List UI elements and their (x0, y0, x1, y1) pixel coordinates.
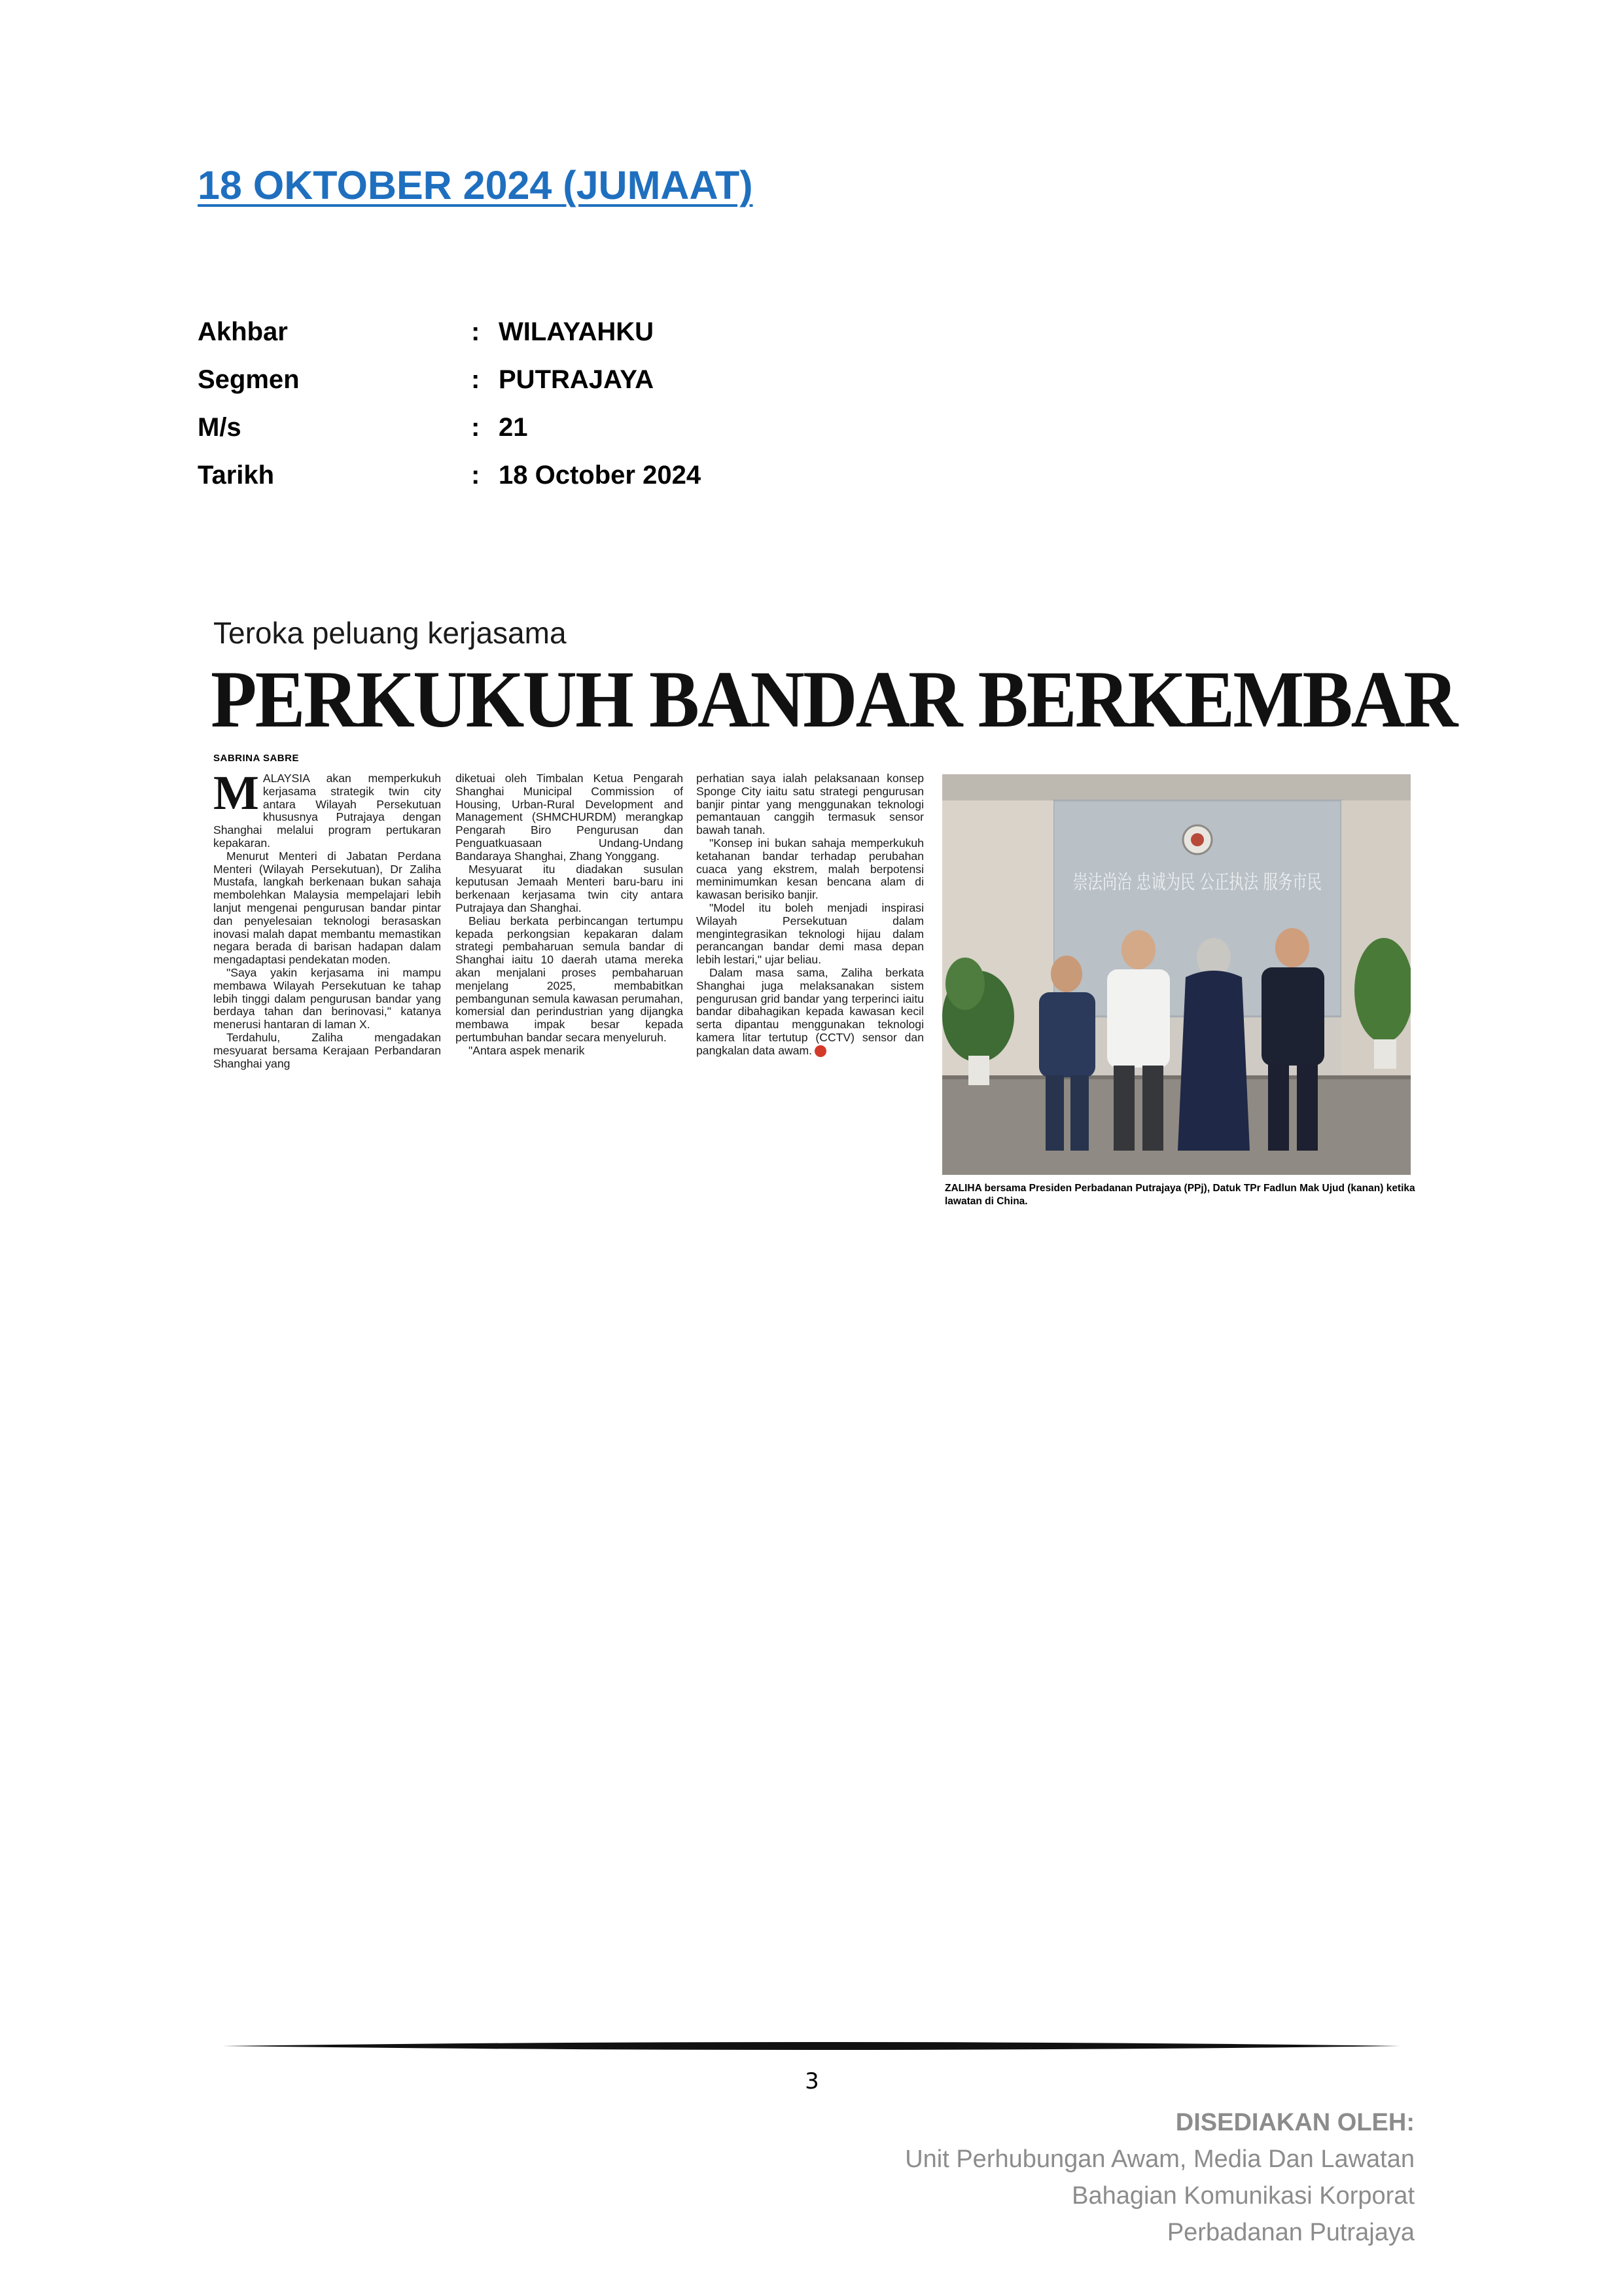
photo-caption: ZALIHA bersama Presiden Perbadanan Putrajaya (PPj), Datuk TPr Fadlun Mak Ujud (kanan) ketika lawatan di China. (945, 1183, 1415, 1207)
article-paragraph: diketuai oleh Timbalan Ketua Pengarah Shanghai Municipal Commission of Housing, Urban-Rural Development and Management (SHMCHURDM) merangkap Pengarah Biro Pengurusan dan Penguatkuasaan Undang-Undang Bandaraya Shanghai, Zhang Yonggang. (455, 772, 683, 863)
article-paragraph: Mesyuarat itu diadakan susulan keputusan Jemaah Menteri baru-baru ini berkenaan kerjasama twin city antara Putrajaya dan Shanghai. (455, 862, 683, 914)
article-paragraph: perhatian saya ialah pelaksanaan konsep Sponge City iaitu satu strategi pengurusan banjir pintar yang menggunakan teknologi pemantauan canggih termasuk sensor bawah tanah. (696, 772, 924, 837)
article-paragraph: "Saya yakin kerjasama ini mampu membawa Wilayah Persekutuan ke tahap lebih tinggi dalam pengurusan bandar yang berdaya tahan dan berinovasi," katanya menerusi hantaran di laman X. (213, 965, 441, 1031)
meta-label: M/s (198, 413, 241, 442)
meta-value: 18 October 2024 (499, 461, 701, 490)
footer-rule (222, 2041, 1400, 2051)
date-heading: 18 OKTOBER 2024 (JUMAAT) (198, 163, 753, 207)
article-paragraph: Menurut Menteri di Jabatan Perdana Menteri (Wilayah Persekutuan), Dr Zaliha Mustafa, langkah berkenaan bukan sahaja membolehkan Malaysia mempelajari lebih lanjut mengenai pengurusan bandar pintar dan penyelesaian teknologi berasaskan inovasi malah dapat membantu memastikan negara berada di barisan hadapan dalam mengadaptasi pendekatan moden. (213, 849, 441, 967)
article-end-mark-icon (815, 1045, 826, 1057)
prepared-by-block (905, 2104, 1415, 2251)
meta-colon: : (471, 317, 480, 346)
article-photo (942, 774, 1411, 1175)
article-column-1 (213, 766, 441, 1070)
meta-value: 21 (499, 413, 528, 442)
article-paragraph: Beliau berkata perbincangan tertumpu kepada perkongsian kepakaran dalam strategi pembaharuan semula bandar di Shanghai iaitu 10 daerah utama mereka akan menjalani proses pembaharuan menjelang 2025, membabitkan pembangunan semula kawasan perumahan, komersial dan perindustrian yang dijangka membawa impak besar kepada pertumbuhan bandar secara menyeluruh. (455, 914, 683, 1044)
prepared-by-label: DISEDIAKAN OLEH: (1175, 2109, 1415, 2136)
newspaper-clipping (211, 615, 1456, 1227)
article-paragraph: "Konsep ini bukan sahaja memperkukuh ketahanan bandar terhadap perubahan cuaca yang ekstrem, malah berpotensi meminimumkan kesan bencana alam di kawasan berisiko banjir. (696, 836, 924, 902)
article-paragraph: ALAYSIA akan memperkukuh kerjasama strategik twin city antara Wilayah Persekutuan khususnya Putrajaya dengan Shanghai melalui program pertukaran kepakaran. (213, 772, 441, 850)
article-kicker: Teroka peluang kerjasama (213, 616, 567, 650)
meta-label: Tarikh (198, 461, 275, 490)
meta-colon: : (471, 413, 480, 442)
article-headline: PERKUKUH BANDAR BERKEMBAR (211, 655, 1456, 744)
article-paragraph: "Antara aspek menarik (468, 1043, 585, 1057)
meta-colon: : (471, 461, 480, 490)
prepared-by-unit: Unit Perhubungan Awam, Media Dan Lawatan (905, 2145, 1415, 2173)
page-number: 3 (805, 2068, 819, 2094)
article-column-2 (455, 772, 683, 1058)
prepared-by-division: Bahagian Komunikasi Korporat (1072, 2182, 1415, 2210)
article-column-3 (696, 772, 924, 1058)
meta-value: PUTRAJAYA (499, 365, 654, 394)
meta-colon: : (471, 365, 480, 394)
article-paragraph-text: Dalam masa sama, Zaliha berkata Shanghai juga melaksanakan sistem pengurusan grid bandar yang terperinci iaitu bandar dibahagikan kepada kawasan kecil serta dipantau menggunakan teknologi kamera litar tertutup (CCTV) sensor dan pangkalan data awam. (696, 965, 924, 1057)
article-paragraph: "Model itu boleh menjadi inspirasi Wilayah Persekutuan dalam mengintegrasikan teknologi hijau dalam perancangan bandar demi masa depan lebih lestari," ujar beliau. (696, 901, 924, 967)
drop-cap: M (213, 766, 259, 820)
article-paragraph (696, 967, 924, 1058)
article-paragraph: Terdahulu, Zaliha mengadakan mesyuarat bersama Kerajaan Perbandaran Shanghai yang (213, 1030, 441, 1070)
prepared-by-organisation: Perbadanan Putrajaya (1167, 2219, 1415, 2246)
article-byline: SABRINA SABRE (213, 753, 299, 764)
photo-wall-sign: 崇法尚治 忠诚为民 公正执法 服务市民 (1073, 871, 1322, 894)
meta-label: Akhbar (198, 317, 288, 346)
meta-label: Segmen (198, 365, 300, 394)
meta-value: WILAYAHKU (499, 317, 654, 346)
